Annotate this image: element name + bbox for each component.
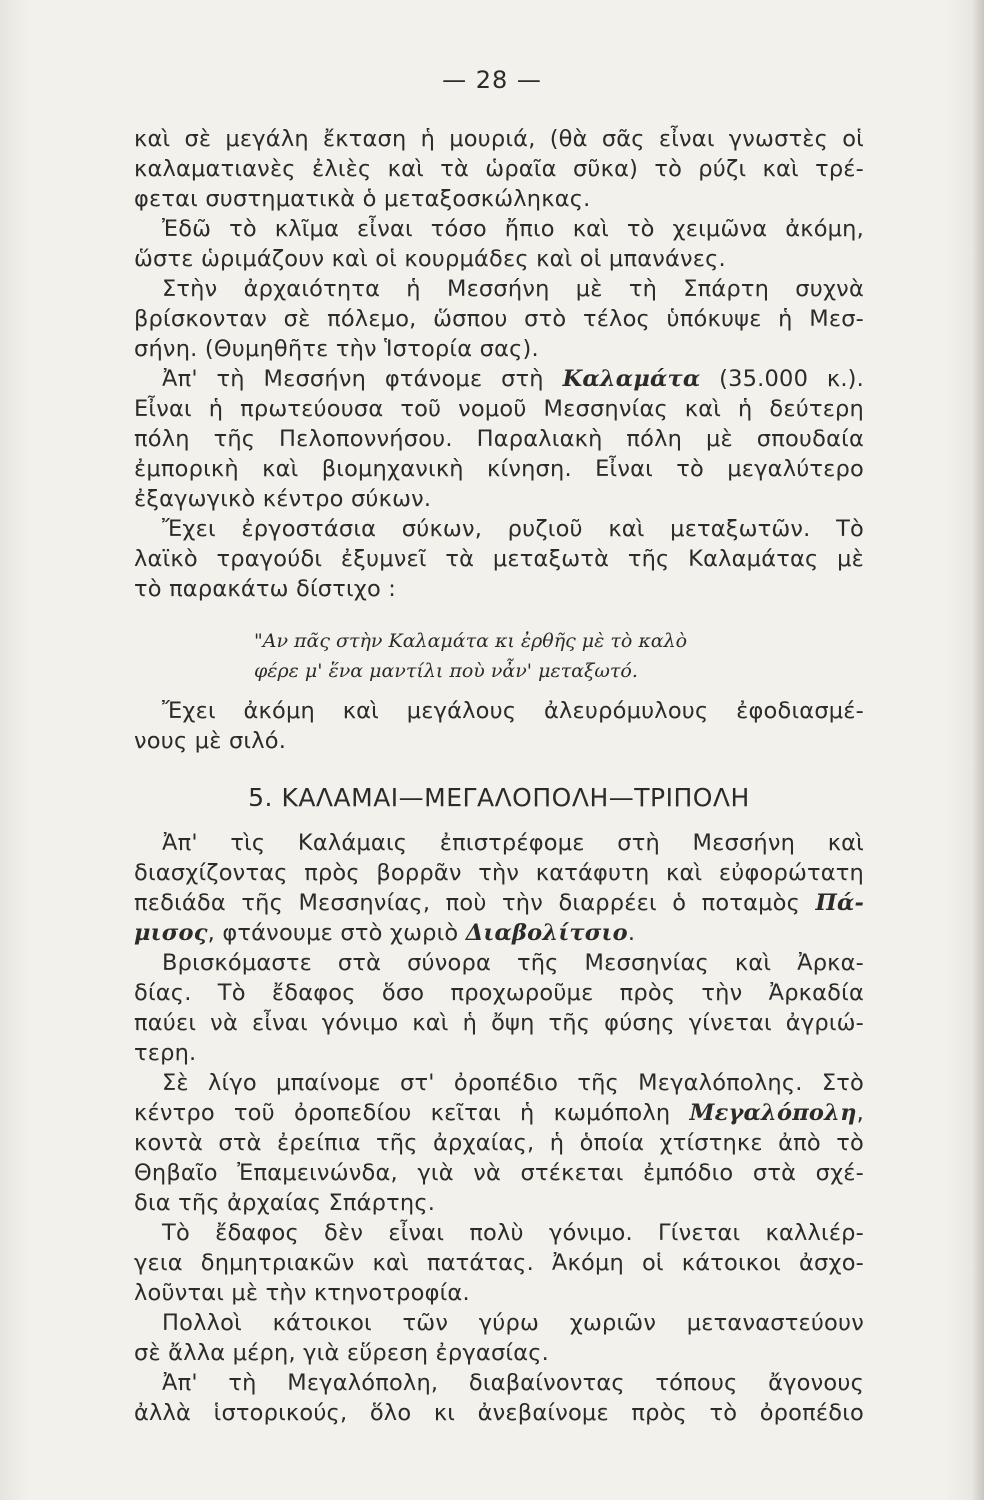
verse-line: φέρε μ' ἕνα μαντίλι ποὺ νἆν' μεταξωτό.	[254, 660, 638, 682]
text-line: Ἔχει ἐργοστάσια σύκων, ρυζιοῦ καὶ μεταξωτῶν. Τὸ	[162, 516, 864, 542]
text-run: , φτάνουμε στὸ χωριὸ	[207, 920, 459, 946]
spacer	[134, 818, 864, 828]
verse-line: "Αν πᾶς στὴν Καλαμάτα κι ἐρθῆς μὲ τὸ καλὸ	[254, 630, 688, 652]
river-name-pamisos-cont: μισος	[134, 920, 208, 946]
text-line: βρίσκονταν σὲ πόλεμο, ὥσπου στὸ τέλος ὑπόκυψε ἡ Μεσ-	[134, 306, 864, 332]
text-line: σήνη. (Θυμηθῆτε τὴν Ἱστορία σας).	[134, 336, 539, 362]
body-text	[134, 124, 864, 1428]
text-line: τερη.	[134, 1040, 197, 1066]
text-run: .	[627, 920, 636, 946]
text-line: ἀλλὰ ἱστορικούς, ὅλο κι ἀνεβαίνομε πρὸς τὸ ὀροπέδιο	[134, 1400, 864, 1426]
river-name-pamisos: Πά-	[815, 890, 865, 916]
village-name-diavolitsio: Διαβολίτσιο	[465, 920, 628, 946]
text-line	[134, 364, 864, 394]
text-line: γεια δημητριακῶν καὶ πατάτας. Ἀκόμη οἱ κάτοικοι ἀσχο-	[134, 1250, 864, 1276]
text-line: κοντὰ στὰ ἐρείπια τῆς ἀρχαίας, ἡ ὁποία χτίστηκε ἀπὸ τὸ	[134, 1130, 864, 1156]
text-run: Ἀπ' τὴ Μεσσήνη φτάνομε στὴ	[162, 366, 544, 392]
section-heading: 5. ΚΑΛΑΜΑΙ—ΜΕΓΑΛΟΠΟΛΗ—ΤΡΙΠΟΛΗ	[248, 783, 750, 812]
text-line: καὶ σὲ μεγάλη ἔκταση ἡ μουριά, (θὰ σᾶς εἶναι γνωστὲς οἱ	[134, 126, 864, 152]
spacer	[134, 686, 864, 696]
text-run: πεδιάδα τῆς Μεσσηνίας, ποὺ τὴν διαρρέει ὁ ποταμὸς	[134, 890, 801, 916]
text-line: καλαματιανὲς ἐλιὲς καὶ τὰ ὡραῖα σῦκα) τὸ ρύζι καὶ τρέ-	[134, 156, 864, 182]
paragraph-emigration	[134, 1308, 864, 1368]
spacer	[134, 756, 864, 778]
paragraph-plateau	[134, 1368, 864, 1428]
paragraph-factories	[134, 514, 864, 604]
text-line: Σὲ λίγο μπαίνομε στ' ὀροπέδιο τῆς Μεγαλόπολης. Στὸ	[162, 1070, 864, 1096]
paragraph-history	[134, 274, 864, 364]
text-run: κέντρο τοῦ ὀροπεδίου κεῖται ἡ κωμόπολη	[134, 1100, 671, 1126]
text-line: φεται συστηματικὰ ὁ μεταξοσκώληκας.	[134, 186, 591, 212]
text-line: τὸ παρακάτω δίστιχο :	[134, 576, 397, 602]
text-run: ,	[856, 1100, 864, 1126]
text-line: Ἔχει ἀκόμη καὶ μεγάλους ἀλευρόμυλους ἐφοδιασμέ-	[162, 698, 864, 724]
page-edge-shadow	[972, 0, 984, 1500]
text-line: Εἶναι ἡ πρωτεύουσα τοῦ νομοῦ Μεσσηνίας καὶ ἡ δεύτερη	[134, 396, 864, 422]
text-line: ἐμπορικὴ καὶ βιομηχανικὴ κίνηση. Εἶναι τὸ μεγαλύτερο	[134, 456, 864, 482]
paragraph-soil	[134, 1218, 864, 1308]
text-line: Ἀπ' τὶς Καλάμαις ἐπιστρέφομε στὴ Μεσσήνη καὶ	[162, 830, 864, 856]
text-line: σὲ ἄλλα μέρη, γιὰ εὕρεση ἐργασίας.	[134, 1340, 550, 1366]
text-line	[134, 1098, 864, 1128]
folk-verse	[134, 626, 864, 686]
text-line: Πολλοὶ κάτοικοι τῶν γύρω χωριῶν μεταναστεύουν	[162, 1310, 864, 1336]
text-line	[134, 918, 864, 948]
text-line: διασχίζοντας πρὸς βορρᾶν τὴν κατάφυτη καὶ εὐφορώτατη	[134, 860, 864, 886]
spacer	[134, 604, 864, 626]
text-line: Ἀπ' τὴ Μεγαλόπολη, διαβαίνοντας τόπους ἄγονους	[162, 1370, 864, 1396]
place-name-kalamata: Καλαμάτα	[562, 366, 701, 392]
paragraph-mills	[134, 696, 864, 756]
text-line: νους μὲ σιλό.	[134, 728, 287, 754]
paragraph-kalamata	[134, 364, 864, 514]
text-line: Θηβαῖο Ἐπαμεινώνδα, γιὰ νὰ στέκεται ἐμπόδιο στὰ σχέ-	[134, 1160, 864, 1186]
text-run: (35.000 κ.).	[719, 366, 865, 392]
text-line: λοῦνται μὲ τὴν κτηνοτροφία.	[134, 1280, 470, 1306]
paragraph-megalopolis	[134, 1068, 864, 1218]
text-line: λαϊκὸ τραγούδι ἐξυμνεῖ τὰ μεταξωτὰ τῆς Καλαμάτας μὲ	[134, 546, 864, 572]
text-line	[134, 888, 864, 918]
text-line: Ἐδῶ τὸ κλῖμα εἶναι τόσο ἤπιο καὶ τὸ χειμῶνα ἀκόμη,	[162, 216, 864, 242]
text-line: πόλη τῆς Πελοποννήσου. Παραλιακὴ πόλη μὲ σπουδαία	[134, 426, 864, 452]
text-line: Τὸ ἔδαφος δὲν εἶναι πολὺ γόνιμο. Γίνεται καλλιέρ-	[162, 1220, 864, 1246]
text-line: ἐξαγωγικὸ κέντρο σύκων.	[134, 486, 432, 512]
text-line: δίας. Τὸ ἔδαφος ὅσο προχωροῦμε πρὸς τὴν Ἀρκαδία	[134, 980, 864, 1006]
page-number: — 28 —	[442, 66, 542, 94]
paragraph-silk-rice	[134, 124, 864, 214]
text-line: ὥστε ὡριμάζουν καὶ οἱ κουρμάδες καὶ οἱ μπανάνες.	[134, 246, 726, 272]
paragraph-pamisos	[134, 828, 864, 948]
text-line: δια τῆς ἀρχαίας Σπάρτης.	[134, 1190, 436, 1216]
paragraph-climate	[134, 214, 864, 274]
paragraph-arcadia-border	[134, 948, 864, 1068]
text-line: Βρισκόμαστε στὰ σύνορα τῆς Μεσσηνίας καὶ Ἀρκα-	[162, 950, 864, 976]
text-line: παύει νὰ εἶναι γόνιμο καὶ ἡ ὄψη τῆς φύσης γίνεται ἀγριώ-	[134, 1010, 864, 1036]
text-line: Στὴν ἀρχαιότητα ἡ Μεσσήνη μὲ τὴ Σπάρτη συχνὰ	[162, 276, 864, 302]
town-name-megalopolis: Μεγαλόπολη	[689, 1100, 857, 1126]
